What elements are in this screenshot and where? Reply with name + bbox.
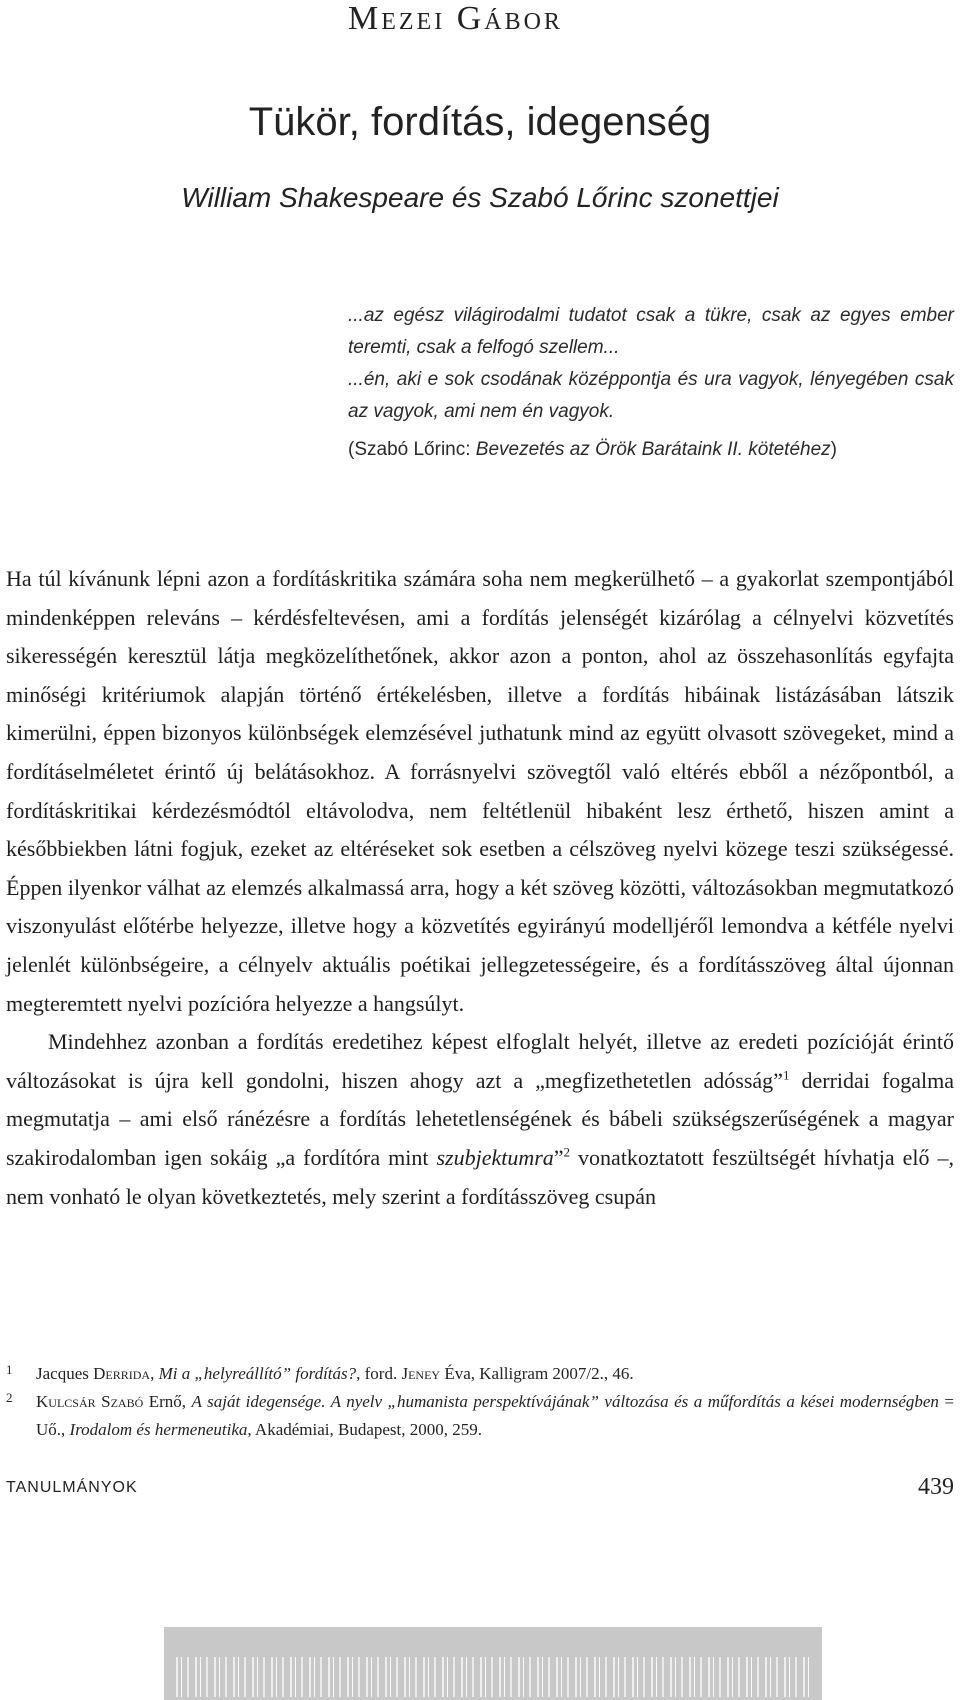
footnote-author: Kulcsár Szabó bbox=[36, 1392, 144, 1411]
epigraph-source bbox=[348, 434, 954, 466]
para2-part-b: derridai fogalma megmutatja – ami első ránézésre a fordítás lehetetlenségének és bábeli szükségszerűségének a magyar szakirodalomban igen sokáig „a fordítóra mint bbox=[6, 1067, 954, 1170]
footnote-work-title: Mi a „helyreállító” fordítás? bbox=[158, 1364, 357, 1383]
epigraph-quote-2: ...én, aki e sok csodának középpontja és ura vagyok, lényegében csak az vagyok, ami nem én vagyok. bbox=[348, 369, 954, 422]
footnotes bbox=[6, 1360, 954, 1444]
article-body bbox=[6, 560, 954, 1216]
footnote-text: = Uő., bbox=[36, 1392, 955, 1439]
epigraph-quote-1: ...az egész világirodalmi tudatot csak a tükre, csak az egyes ember teremti, csak a felfogó szellem... bbox=[348, 305, 954, 358]
para2-part-a: Mindehhez azonban a fordítás eredetihez képest elfoglalt helyét, illetve az eredeti pozícióját érintő változásokat is újra kell gondolni, hiszen ahogy azt a „megfizethetetlen adósság” bbox=[6, 1029, 954, 1093]
article-title: Tükör, fordítás, idegenség bbox=[248, 100, 712, 144]
para2-part-c: ” bbox=[553, 1144, 564, 1170]
body-paragraph-1: Ha túl kívánunk lépni azon a fordításkritika számára soha nem megkerülhető – a gyakorlat szempontjából mindenképpen releváns – kérdésfeltevésen, ami a fordítás jelenségét kizárólag a célnyelvi közvetítés sikerességén keresztül látja megközelíthetőnek, akkor azon a ponton, ahol az összehasonlítás egyfajta minőségi kritériumok alapján történő értékelésben, illetve a fordítás hibáinak listázásában látszik kimerülni, éppen bizonyos különbségek elemzésével juthatunk mind az együtt olvasott szövegeket, mind a fordításelméletet érintő új belátásokhoz. A forrásnyelvi szövegtől való eltérés ebből a nézőpontból, a fordításkritikai kérdezésmódtól eltávolodva, nem feltétlenül hibaként lesz érthető, hiszen amint a későbbiekben látni fogjuk, ezeket az eltéréseket sok esetben a célszöveg nyelvi közege teszi szükségessé. Éppen ilyenkor válhat az elemzés alkalmassá arra, hogy a két szöveg közötti, változásokban megmutatkozó viszonyulást előtérbe helyezze, illetve hogy a közvetítés egyirányú modelljéről lemondva a kétféle nyelvi jelenlét különbségeire, a célnyelv aktuális poétikai jellegzetességeire, és a fordításszöveg által újonnan megteremtett nyelvi pozícióra helyezze a hangsúlyt. bbox=[6, 566, 954, 1016]
article-subtitle: William Shakespeare és Szabó Lőrinc szonettjei bbox=[181, 182, 779, 213]
epigraph-source-suffix: ) bbox=[830, 439, 837, 460]
footnote-text: , ford. bbox=[356, 1364, 402, 1383]
footnote-2 bbox=[6, 1388, 954, 1444]
author-name: Mezei Gábor bbox=[348, 0, 563, 37]
footnote-text: , bbox=[150, 1364, 159, 1383]
footnote-text: Jacques bbox=[36, 1364, 94, 1383]
body-paragraph-2 bbox=[6, 1023, 954, 1216]
para2-italic: szubjektumra bbox=[436, 1144, 554, 1170]
footnote-author: Derrida bbox=[93, 1364, 151, 1383]
footnote-number: 1 bbox=[6, 1362, 13, 1377]
scan-barcode-strip bbox=[164, 1627, 822, 1700]
section-label: TANULMÁNYOK bbox=[6, 1479, 138, 1496]
page-number: 439 bbox=[918, 1474, 954, 1500]
footnote-text: Éva, Kalligram 2007/2., 46. bbox=[440, 1364, 634, 1383]
footnote-text: , Akadémiai, Budapest, 2000, 259. bbox=[247, 1420, 483, 1439]
footnote-1 bbox=[6, 1360, 954, 1388]
epigraph-source-work: Bevezetés az Örök Barátaink II. kötetéhez bbox=[475, 439, 831, 460]
footnote-ref-1[interactable]: 1 bbox=[782, 1067, 790, 1083]
epigraph-source-prefix: (Szabó Lőrinc: bbox=[348, 439, 476, 460]
footnote-work-title: Irodalom és hermeneutika bbox=[69, 1420, 248, 1439]
footnote-ref-2[interactable]: 2 bbox=[563, 1144, 571, 1160]
footnote-translator: Jeney bbox=[401, 1364, 441, 1383]
para2-part-d: vonatkoztatott feszültségét hívhatja elő –, nem vonható le olyan következtetés, mely szerint a fordításszöveg csupán bbox=[6, 1144, 954, 1209]
footnote-work-title: A saját idegensége. A nyelv „humanista perspektívájának” változása és a műfordítás a kései modernségben bbox=[191, 1392, 939, 1411]
footnote-text: Ernő, bbox=[143, 1392, 192, 1411]
footnote-number: 2 bbox=[6, 1390, 13, 1405]
barcode-pattern bbox=[176, 1657, 810, 1697]
epigraph bbox=[348, 300, 954, 466]
